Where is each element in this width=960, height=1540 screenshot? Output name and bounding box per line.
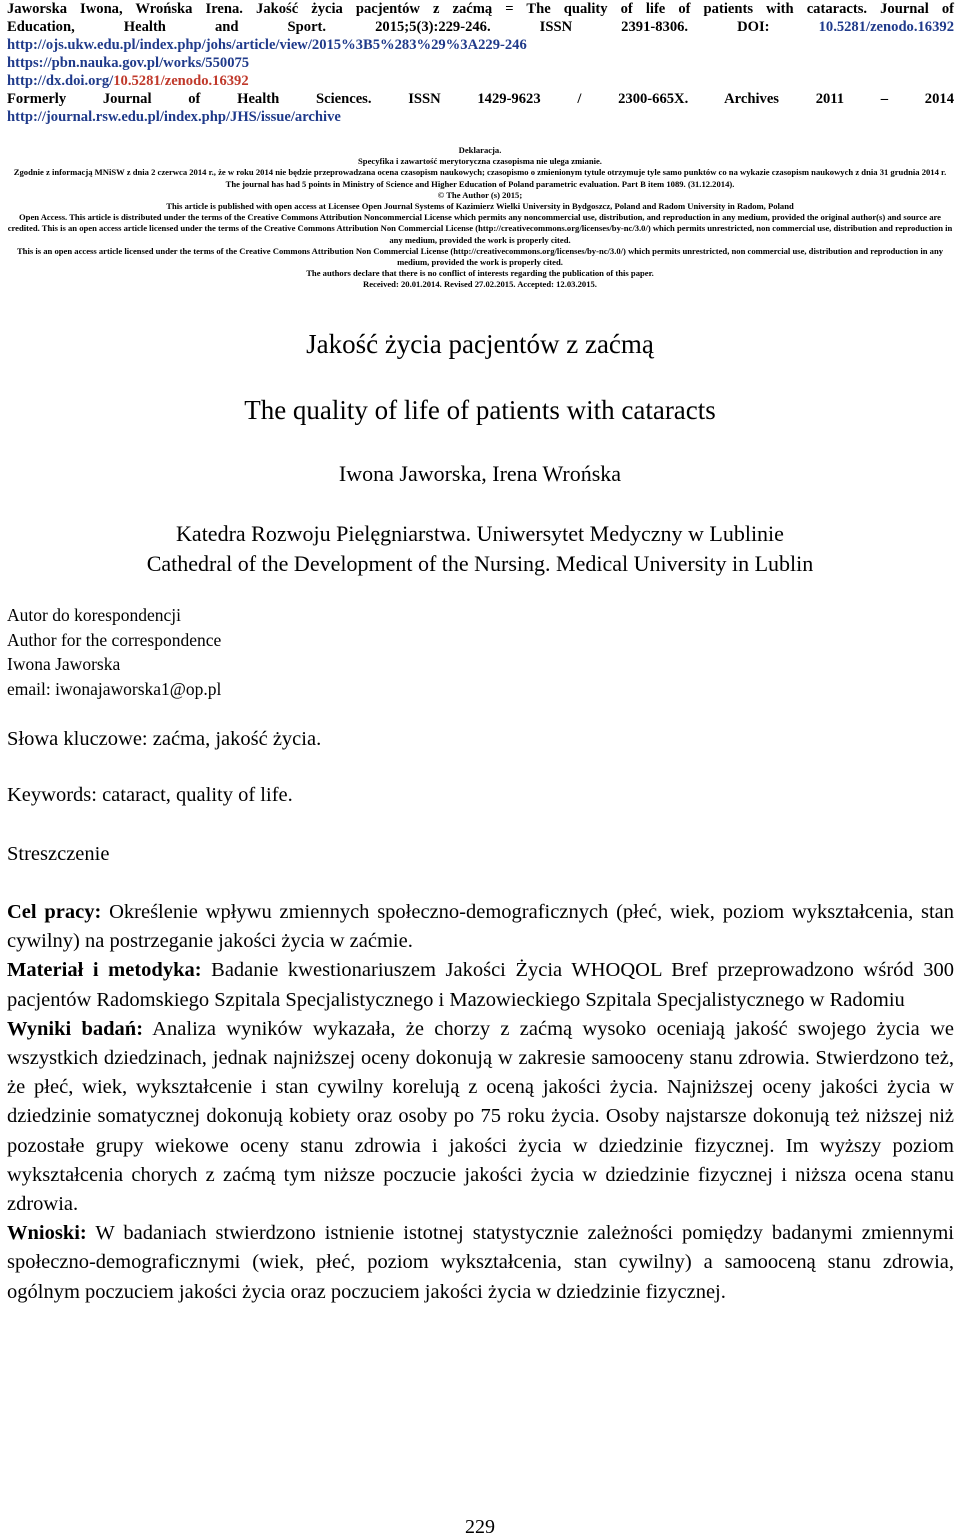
title-english: The quality of life of patients with cataracts — [244, 395, 716, 425]
results-label: Wyniki badań: — [7, 1017, 144, 1040]
abstract-heading: Streszczenie — [7, 843, 110, 865]
citation-line-2: Education, Health and Sport. 2015;5(3):229-246. ISSN 2391-8306. DOI: 10.5281/zenodo.16392 — [7, 19, 954, 35]
abstract-conclusions: Wnioski: W badaniach stwierdzono istnienie istotnej statystycznie zależności pomiędzy badanymi zmiennymi społeczno-demograficznymi (wiek, płeć, poziom wykształcenia, stan cywilny) a samooceną stanu zdrowia, ogólnym poczuciem jakości życia oraz poczuciem jakości życia w dziedzinie fizycznej. — [7, 1222, 954, 1303]
received-dates: Received: 20.01.2014. Revised 27.02.2015. Accepted: 12.03.2015. — [363, 279, 597, 290]
conclusions-label: Wnioski: — [7, 1222, 87, 1245]
title-polish: Jakość życia pacjentów z zaćmą — [306, 329, 654, 359]
points-note: The journal has had 5 points in Ministry of Science and Higher Education of Poland parametric evaluation. Part B item 1089. (31.12.2014). — [225, 178, 735, 189]
keywords-english: Keywords: cataract, quality of life. — [7, 784, 293, 806]
aim-label: Cel pracy: — [7, 901, 102, 923]
methods-label: Materiał i metodyka: — [7, 959, 202, 982]
citation-header — [7, 0, 954, 126]
page-number: 229 — [465, 1516, 495, 1538]
institution — [0, 519, 960, 579]
citation-line-1: Jaworska Iwona, Wrońska Irena. Jakość życia pacjentów z zaćmą = The quality of life of patients with cataracts. Journal of — [7, 1, 954, 17]
doi-link[interactable]: 10.5281/zenodo.16392 — [818, 19, 954, 35]
pbn-link[interactable]: https://pbn.nauka.gov.pl/works/550075 — [7, 55, 250, 71]
correspondence-name: Iwona Jaworska — [7, 654, 121, 674]
authors: Iwona Jaworska, Irena Wrońska — [338, 461, 622, 486]
abstract-results: Wyniki badań: Analiza wyników wykazała, że chorzy z zaćmą wysoko oceniają jakość swojego życia we wszystkich dziedzinach, jednak najniższej oceny dokonują w zakresie samooceny stanu zdrowia. Stwierdzono też, że płeć, wiek, wykształcenie i stan cywilny korelują z oceną jakości życia. Najniższej oceny jakości życia w dziedzinie somatycznej dokonują kobiety oraz osoby po 75 roku życia. Osoby najstarsze dokonują też niższej niż pozostałe grupy wiekowe oceny stanu zdrowia i jakości życia w dziedzinie fizycznej. Im wyższy poziom wykształcenia chorych z zaćmą tym niższe poczucie jakości życia w dziedzinie fizycznej i niższa ocena stanu zdrowia. — [7, 1017, 955, 1216]
dx-doi-link[interactable]: http://dx.doi.org/10.5281/zenodo.16392 — [7, 73, 249, 89]
specifics-note: Specyfika i zawartość merytoryczna czasopisma nie ulega zmianie. — [358, 156, 602, 167]
correspondence-label-pl: Autor do korespondencji — [7, 605, 181, 625]
correspondence-block — [7, 603, 221, 701]
license-note: This is an open access article licensed under the terms of the Creative Commons Attribution Non Commercial License (http://creativecommons.org/licenses/by-nc/3.0/) which permits unrestricted, non commercial use, distribution and reproduction in any medium, provided the work is properly cited. — [16, 245, 944, 268]
open-access-note: Open Access. This article is distributed under the terms of the Creative Commons Attribution Noncommercial License which permits any noncommercial use, distribution, and reproduction in any medium, provided the original author(s) and source are credited. This is an open access article licensed under the terms of the Creative Commons Attribution Non Commercial License (http://creativecommons.org/licenses/by-nc/3.0/) which permits unrestricted, non commercial use, distribution and reproduction in any medium, provided the work is properly cited. — [7, 212, 953, 245]
correspondence-email: email: iwonajaworska1@op.pl — [7, 678, 222, 699]
abstract-body — [7, 898, 954, 1307]
abstract-methods: Materiał i metodyka: Badanie kwestionariuszem Jakości Życia WHOQOL Bref przeprowadzono wśród 300 pacjentów Radomskiego Szpitala Specjalistycznego i Mazowieckiego Szpitala Specjalistycznego w Radomiu — [7, 959, 954, 1011]
institution-english: Cathedral of the Development of the Nursing. Medical University in Lublin — [146, 551, 814, 576]
archive-link[interactable]: http://journal.rsw.edu.pl/index.php/JHS/issue/archive — [7, 109, 341, 125]
published-note: This article is published with open access at Licensee Open Journal Systems of Kazimierz Wielki University in Bydgoszcz, Poland and Radom University in Radom, Poland — [166, 201, 794, 212]
formerly-line: Formerly Journal of Health Sciences. ISSN 1429-9623 / 2300-665X. Archives 2011 – 2014 — [7, 91, 954, 107]
journal-metadata — [4, 145, 956, 291]
abstract-aim: Cel pracy: Określenie wpływu zmiennych społeczno-demograficznych (płeć, wiek, poziom wykształcenia, stan cywilny) na postrzeganie jakości życia w zaćmie. — [7, 901, 954, 953]
journal-article-link[interactable]: http://ojs.ukw.edu.pl/index.php/johs/article/view/2015%3B5%283%29%3A229-246 — [7, 37, 527, 53]
copyright-note: © The Author (s) 2015; — [437, 189, 523, 200]
declaration: Deklaracja. — [458, 145, 502, 155]
conflict-note: The authors declare that there is no conflict of interests regarding the publication of this paper. — [306, 268, 654, 279]
mnisw-note: Zgodnie z informacją MNiSW z dnia 2 czerwca 2014 r., że w roku 2014 nie będzie przeprowadzana ocena czasopism naukowych; czasopismo o zmienionym tytule otrzymuje tyle samo punktów co na wykazie czasopism naukowych z dnia 31 grudnia 2014 r. — [13, 167, 947, 178]
keywords-polish: Słowa kluczowe: zaćma, jakość życia. — [7, 728, 322, 750]
institution-polish: Katedra Rozwoju Pielęgniarstwa. Uniwersytet Medyczny w Lublinie — [176, 521, 784, 546]
correspondence-label-en: Author for the correspondence — [7, 629, 222, 650]
